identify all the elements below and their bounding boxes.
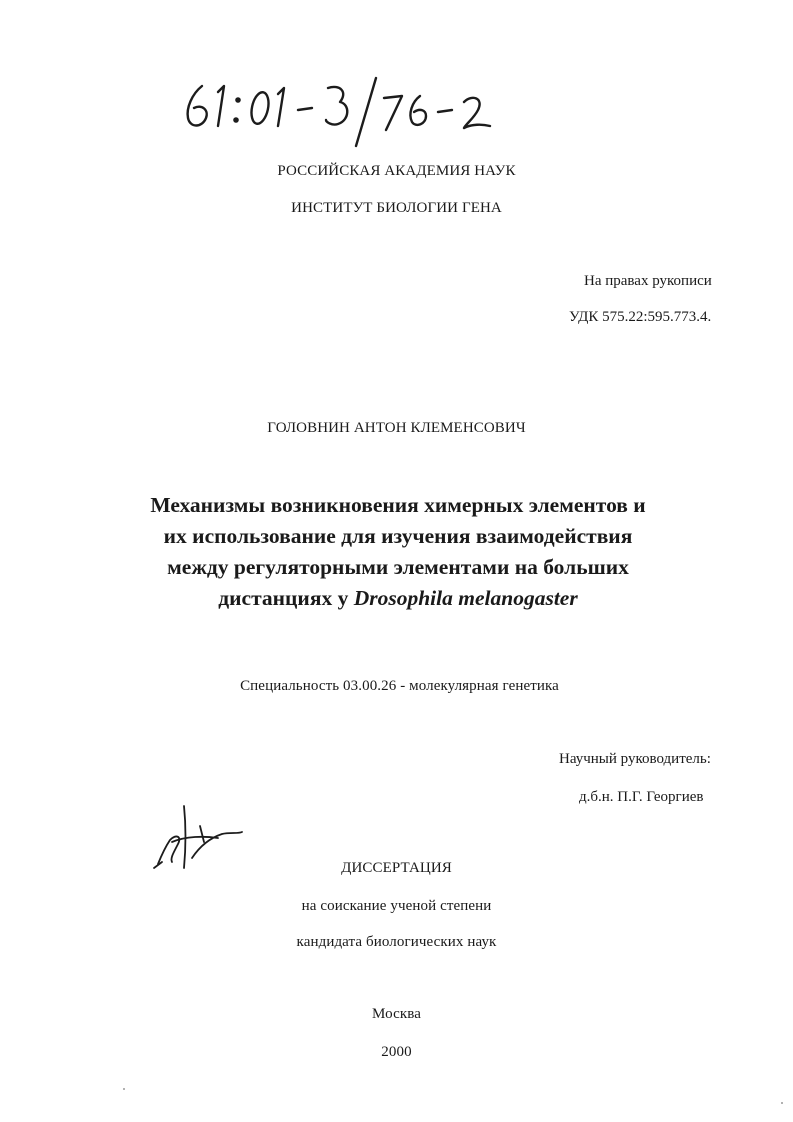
specialty: Специальность 03.00.26 - молекулярная генетика (240, 678, 559, 694)
title-line: Механизмы возникновения химерных элементов и (150, 493, 646, 517)
scan-speck (781, 1102, 783, 1104)
manuscript-rights: На правах рукописи (584, 273, 712, 289)
title-line-prefix: дистанциях у (218, 586, 354, 610)
title-line (100, 583, 696, 614)
title-line: между регуляторными элементами на больших (167, 555, 629, 579)
title-line: их использование для изучения взаимодействия (163, 524, 633, 548)
scan-speck (123, 1088, 125, 1090)
institute-name: ИНСТИТУТ БИОЛОГИИ ГЕНА (291, 200, 502, 216)
year: 2000 (381, 1044, 412, 1060)
advisor-name: д.б.н. П.Г. Георгиев (579, 789, 704, 805)
dissertation-title (100, 490, 696, 614)
species-name: Drosophila melanogaster (353, 586, 578, 610)
degree-line-2: кандидата биологических наук (296, 934, 497, 950)
author-name: ГОЛОВНИН АНТОН КЛЕМЕНСОВИЧ (267, 420, 526, 436)
handwritten-archive-number (180, 72, 510, 152)
advisor-label: Научный руководитель: (559, 751, 711, 767)
degree-line-1: на соискание ученой степени (301, 898, 492, 914)
udc-code: УДК 575.22:595.773.4. (569, 309, 712, 325)
place: Москва (372, 1006, 421, 1022)
dissertation-heading: ДИССЕРТАЦИЯ (341, 860, 452, 876)
academy-name: РОССИЙСКАЯ АКАДЕМИЯ НАУК (277, 163, 516, 179)
